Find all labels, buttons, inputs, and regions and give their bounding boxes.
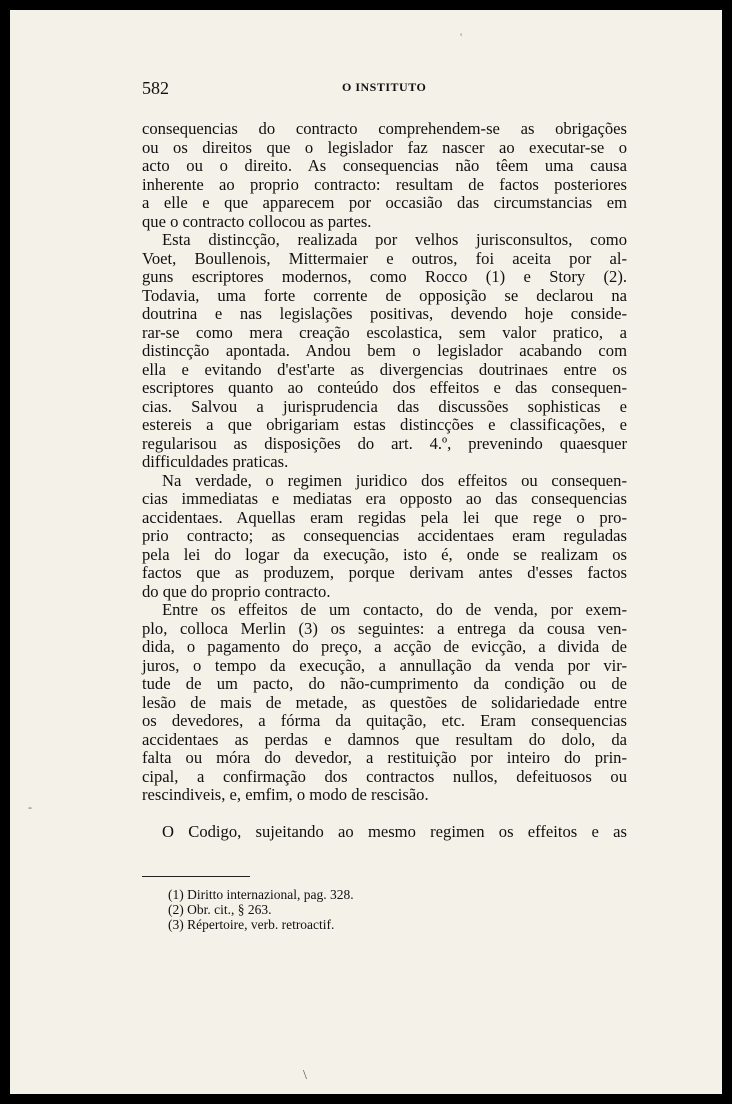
stray-mark-bottom: \	[303, 1068, 307, 1083]
footnote-rule	[142, 876, 250, 877]
footnote: (1) Diritto internazional, pag. 328.	[168, 887, 354, 902]
text-line: cias. Salvou a jurisprudencia das discussões sophisticas e	[142, 396, 627, 416]
text-line: a elle e que apparecem por occasião das circumstancias em	[142, 193, 627, 212]
text-line: accidentaes. Aquellas eram regidas pela lei que rege o pro-	[142, 507, 627, 527]
text-line: guns escriptores modernos, como Rocco (1) e Story (2).	[142, 267, 627, 286]
running-title: O INSTITUTO	[342, 80, 427, 94]
paragraph-gap	[142, 805, 627, 823]
text-line: estereis a que obrigariam estas distincções e classificações, e	[142, 415, 627, 434]
text-line: ou os direitos que o legislador faz nascer ao executar-se o	[142, 137, 627, 157]
text-line: rar-se como mera creação escolastica, sem valor pratico, a	[142, 322, 627, 342]
footnote: (2) Obr. cit., § 263.	[168, 902, 272, 917]
text-line: plo, colloca Merlin (3) os seguintes: a entrega da cousa ven-	[142, 618, 627, 638]
stray-mark-left: -	[28, 800, 32, 814]
text-line: falta ou móra do devedor, a restituição por inteiro do prin-	[142, 748, 627, 767]
text-line: rescindiveis, e, emfim, o modo de rescisão.	[142, 785, 429, 804]
text-line: tude de um pacto, do não-cumprimento da condição ou de	[142, 674, 627, 693]
footnotes	[168, 887, 354, 932]
text-line: prio contracto; as consequencias accidentaes eram reguladas	[142, 526, 627, 545]
text-line: doutrina e nas legislações positivas, devendo hoje conside-	[142, 304, 627, 323]
text-line: Esta distincção, realizada por velhos jurisconsultos, como	[162, 230, 627, 249]
text-line: Todavia, uma forte corrente de opposição se declarou na	[142, 285, 627, 305]
text-line: escriptores quanto ao conteúdo dos effeitos e das consequen-	[142, 378, 627, 397]
text-line: Voet, Boullenois, Mittermaier e outros, foi aceita por al-	[142, 248, 627, 268]
text-line: cias immediatas e mediatas era opposto ao das consequencias	[142, 489, 627, 508]
text-line: pela lei do logar da execução, isto é, onde se realizam os	[142, 544, 627, 564]
text-line: factos que as produzem, porque derivam antes d'esses factos	[142, 563, 627, 582]
text-line: distincção apontada. Andou bem o legislador acabando com	[142, 341, 627, 360]
page-header	[142, 78, 627, 104]
text-line: dida, o pagamento do preço, a acção de evicção, a divida de	[142, 637, 627, 656]
text-line: regularisou as disposições do art. 4.º, prevenindo quaesquer	[142, 433, 627, 453]
text-line: cipal, a confirmação dos contractos nullos, defeituosos ou	[142, 766, 627, 786]
text-line: do que do proprio contracto.	[142, 581, 331, 601]
text-line: accidentaes as perdas e damnos que resultam do dolo, da	[142, 729, 627, 749]
text-line: acto ou o direito. As consequencias não têem uma causa	[142, 156, 627, 175]
text-line: ella e evitando d'est'arte as divergencias doutrinaes entre os	[142, 359, 627, 379]
text-line: Na verdade, o regimen juridico dos effeitos ou consequen-	[162, 470, 627, 490]
text-line: os devedores, a fórma da quitação, etc. Eram consequencias	[142, 711, 627, 730]
text-line: Entre os effeitos de um contacto, do de venda, por exem-	[162, 600, 627, 619]
body-text	[142, 120, 627, 841]
footnote: (3) Répertoire, verb. retroactif.	[168, 917, 335, 932]
text-line: O Codigo, sujeitando ao mesmo regimen os effeitos e as	[162, 821, 627, 841]
stray-mark-top: '	[460, 30, 463, 44]
text-line: juros, o tempo da execução, a annullação da venda por vir-	[142, 655, 627, 675]
text-line: lesão de mais de metade, as questões de solidariedade entre	[142, 692, 627, 712]
page-number: 582	[142, 78, 169, 98]
text-line: inherente ao proprio contracto: resultam de factos posteriores	[142, 174, 627, 194]
text-line: difficuldades praticas.	[142, 452, 289, 471]
text-line: que o contracto collocou as partes.	[142, 211, 372, 231]
text-line: consequencias do contracto comprehendem-se as obrigações	[142, 119, 627, 138]
